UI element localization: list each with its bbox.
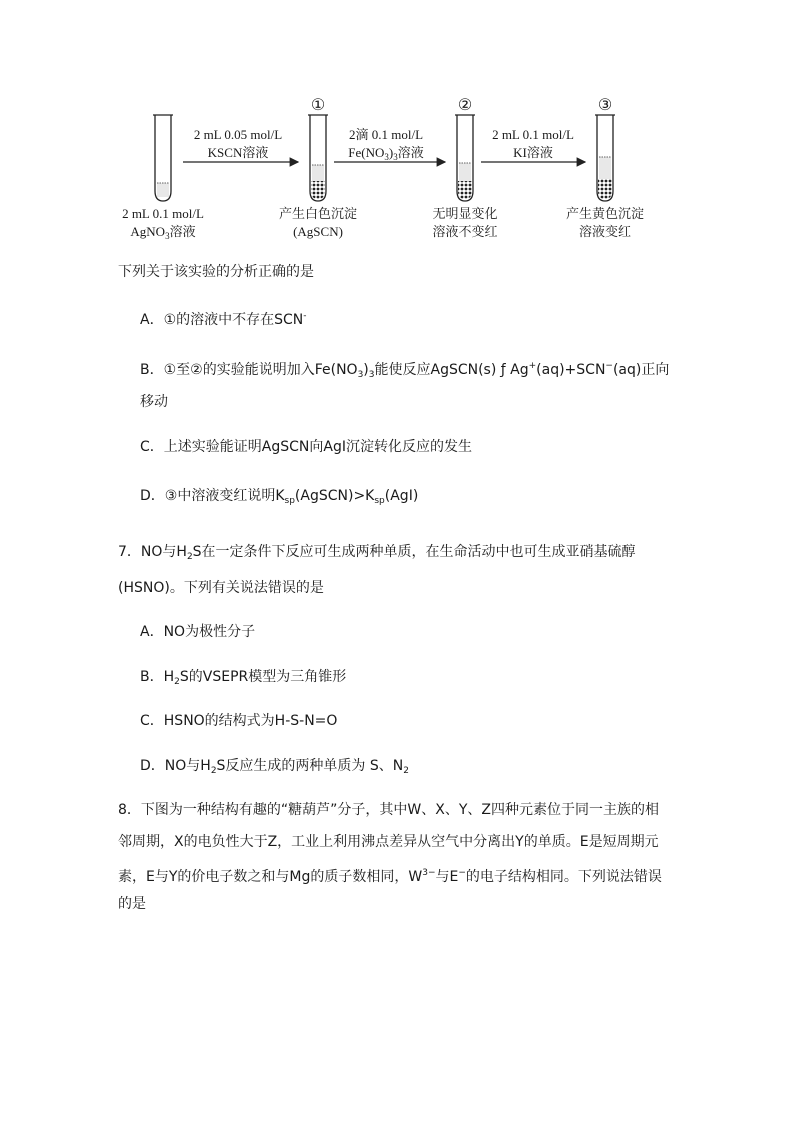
q6-option-b-line1: B．①至②的实验能说明加入$Fe(NO_3)_3$能使反应AgSCN(s) ƒ Ag+(aq)+SCN−(aq)正向 (140, 361, 670, 380)
arrow1-line2: KSCN溶液 (207, 145, 269, 160)
tube1-caption (268, 205, 368, 241)
q8-stem-line2: 邻周期，X的电负性大于Z，工业上利用沸点差异从空气中分离出Y的单质。E是短周期元 (118, 834, 659, 850)
arrow2-label (330, 126, 442, 166)
test-tube-1 (308, 115, 328, 201)
tube1-caption-line2: (AgSCN) (293, 224, 343, 239)
test-tube-3 (595, 115, 615, 201)
q6-option-a: A．①的溶液中不存在SCN- (140, 311, 307, 328)
tube0-caption-line2: AgNO$_3$溶液 (130, 224, 196, 241)
arrow3-label (478, 126, 588, 162)
q6-option-d: D．③中溶液变红说明$K_{sp}(AgSCN)>K_{sp}(AgI)$ (140, 488, 419, 506)
q8-stem-line3: 素，E与Y的价电子数之和与Mg的质子数相同，$W^{3-}$与E−的电子结构相同。下列说法错误 (118, 868, 662, 885)
experiment-diagram (0, 95, 794, 245)
tube-number-2: ② (457, 97, 473, 114)
q7-option-a: A．NO为极性分子 (140, 624, 256, 640)
tube-number-3: ③ (597, 97, 613, 114)
tube1-caption-line1: 产生白色沉淀 (278, 206, 357, 221)
tube3-caption-line2: 溶液变红 (578, 224, 631, 239)
q7-option-c: C．HSNO的结构式为H-S-N=O (140, 713, 338, 729)
q6-option-b-line2: 移动 (140, 394, 168, 410)
q6-option-c: C．上述实验能证明AgSCN向AgI沉淀转化反应的发生 (140, 439, 472, 455)
arrow2-line1: 2滴 0.1 mol/L (348, 127, 424, 142)
arrow3-line2: KI溶液 (513, 145, 553, 160)
tube0-caption (104, 205, 222, 245)
arrow1-line1: 2 mL 0.05 mol/L (193, 127, 283, 142)
q8-stem-line4: 的是 (118, 896, 146, 912)
tube2-caption-line2: 溶液不变红 (432, 224, 498, 239)
arrow1-label (183, 126, 293, 162)
tube-number-1: ① (310, 97, 326, 114)
q7-option-d: D．NO与$H_2S$反应生成的两种单质为 S、$N_2$ (140, 758, 409, 776)
arrow2-line2: $Fe(NO_3)_3$溶液 (348, 145, 424, 162)
tube3-caption-line1: 产生黄色沉淀 (565, 206, 644, 221)
q8-stem-line1: 8．下图为一种结构有趣的“糖葫芦”分子，其中W、X、Y、Z四种元素位于同一主族的相 (118, 802, 659, 818)
q6-stem: 下列关于该实验的分析正确的是 (118, 264, 314, 280)
test-tube-2 (455, 115, 475, 201)
tube3-caption (555, 205, 655, 241)
q7-option-b: B．$H_2S$的VSEPR模型为三角锥形 (140, 669, 347, 687)
q7-stem-line1: 7．NO与$H_2S$在一定条件下反应可生成两种单质，在生命活动中也可生成亚硝基硫醇 (118, 544, 636, 562)
test-tube-initial (153, 115, 173, 201)
tube0-caption-line1: 2 mL 0.1 mol/L (122, 206, 204, 221)
arrow3-line1: 2 mL 0.1 mol/L (492, 127, 574, 142)
q7-stem-line2: (HSNO)。下列有关说法错误的是 (118, 580, 324, 596)
tube2-caption (415, 205, 515, 241)
tube2-caption-line1: 无明显变化 (432, 206, 498, 221)
